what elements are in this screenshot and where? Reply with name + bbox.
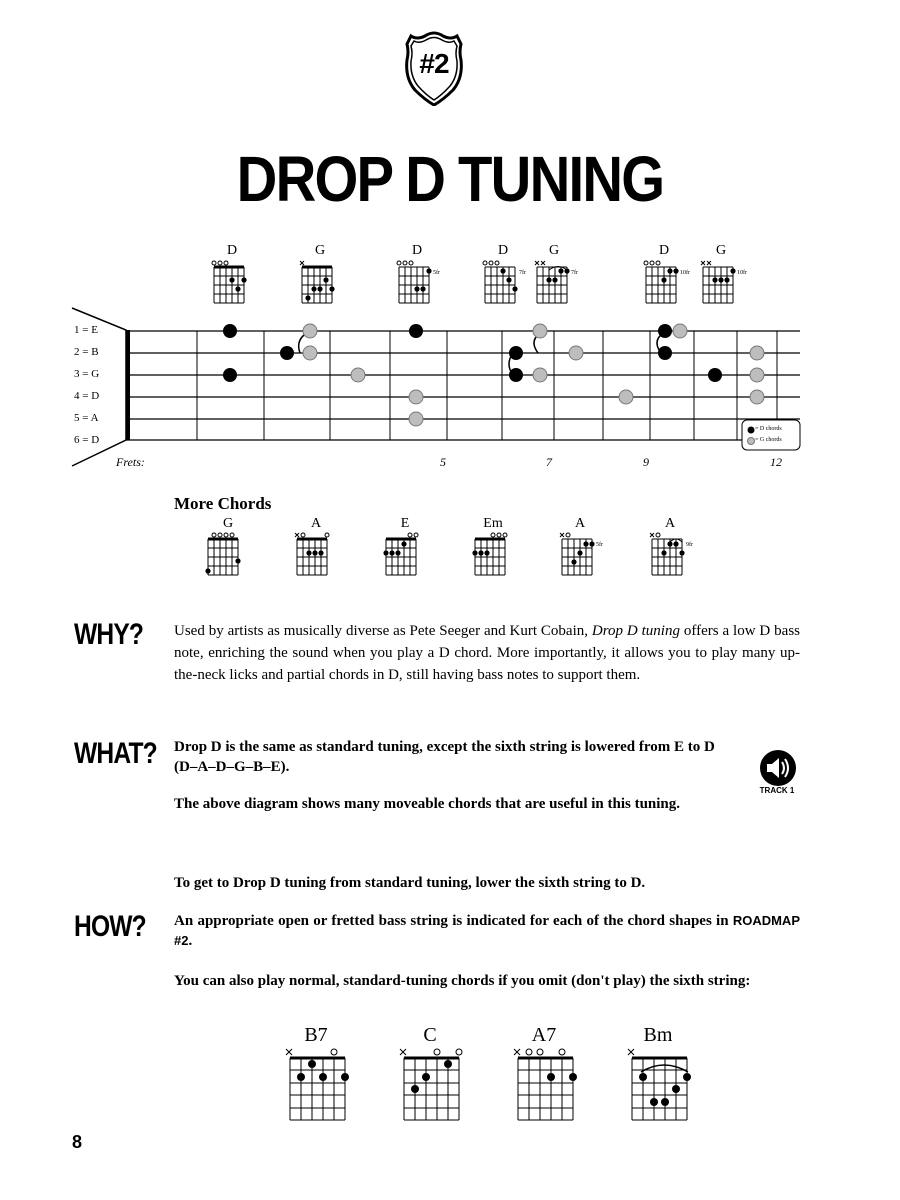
fret-marker: 7fr (519, 270, 526, 276)
fret-number: 5 (440, 455, 446, 469)
chord-diagram-bm (622, 1046, 702, 1122)
chord-name: D (497, 243, 509, 258)
string-label: 2 = B (74, 346, 99, 358)
chord-name: Em (483, 516, 503, 531)
fret-marker: 10fr (737, 270, 747, 276)
chord-name: Bm (643, 1024, 673, 1046)
chord-diagram-b7 (280, 1046, 360, 1122)
chord-diagram-a-9fr (643, 531, 709, 579)
chord-diagram-a-5fr (553, 531, 619, 579)
string-label: 3 = G (74, 368, 100, 380)
why-text: Used by artists as musically diverse as Pete Seeger and Kurt Cobain, Drop D tuning offers a low D bass note, enriching the sound when you play a D chord. More importantly, it allows you to play many up-the-neck licks and partial chords in D, still having bass notes to support them. (174, 623, 800, 683)
fret-number: 12 (770, 455, 782, 469)
chord-name: B7 (304, 1024, 328, 1046)
chord-diagram-a (288, 531, 348, 579)
chord-diagram-c (394, 1046, 474, 1122)
chord-name: A7 (531, 1024, 557, 1046)
chord-name: G (314, 243, 326, 258)
chord-name: C (423, 1024, 437, 1046)
what-para-2: The above diagram shows many moveable chords that are useful in this tuning. (174, 796, 681, 812)
string-label: 4 = D (74, 390, 100, 402)
chord-name: D (658, 243, 670, 258)
chord-diagram-em (466, 531, 526, 579)
legend-g-chords: = G chords (755, 437, 782, 443)
fret-marker: 9fr (686, 542, 693, 548)
what-para-1: Drop D is the same as standard tuning, except the sixth string is lowered from E to D (D–A–D–G–B–E). (174, 739, 715, 775)
fret-marker: 5fr (433, 270, 440, 276)
chord-name: A (664, 516, 676, 531)
chord-name: A (574, 516, 586, 531)
page-title: DROP D TUNING (236, 143, 664, 215)
fret-marker: 10fr (680, 270, 690, 276)
string-label: 5 = A (74, 412, 99, 424)
why-heading: WHY? (74, 618, 144, 651)
fret-marker: 5fr (596, 542, 603, 548)
what-heading: WHAT? (74, 737, 157, 770)
string-label: 1 = E (74, 324, 98, 336)
legend-d-chords: = D chords (755, 426, 782, 432)
how-para-2: An appropriate open or fretted bass string is indicated for each of the chord shapes in ROADMAP #2. (174, 913, 800, 949)
roadmap-reference: ROADMAP #2 (174, 913, 800, 948)
chord-name: G (548, 243, 560, 258)
frets-label: Frets: (116, 455, 145, 469)
audio-speaker-icon[interactable] (758, 748, 798, 788)
chord-name: D (226, 243, 238, 258)
track-label: TRACK 1 (759, 786, 795, 795)
fret-number: 9 (643, 455, 649, 469)
chord-name: G (222, 516, 234, 531)
chord-name: A (310, 516, 322, 531)
how-para-3: You can also play normal, standard-tuning chords if you omit (don't play) the sixth string: (174, 973, 751, 989)
fret-marker: 7fr (571, 270, 578, 276)
badge-number: #2 (419, 48, 449, 79)
how-para-1: To get to Drop D tuning from standard tuning, lower the sixth string to D. (174, 875, 646, 891)
chord-diagram-a7 (508, 1046, 588, 1122)
chord-name: G (715, 243, 727, 258)
how-heading: HOW? (74, 910, 146, 943)
more-chords-heading: More Chords (174, 494, 272, 513)
page-number: 8 (72, 1132, 83, 1152)
chord-name: E (400, 516, 410, 531)
fretboard-roadmap (60, 300, 820, 480)
chord-diagram-g-alt (199, 531, 259, 579)
chord-name: D (411, 243, 423, 258)
chord-diagram-e (377, 531, 437, 579)
string-label: 6 = D (74, 434, 100, 446)
fret-number: 7 (546, 455, 552, 469)
